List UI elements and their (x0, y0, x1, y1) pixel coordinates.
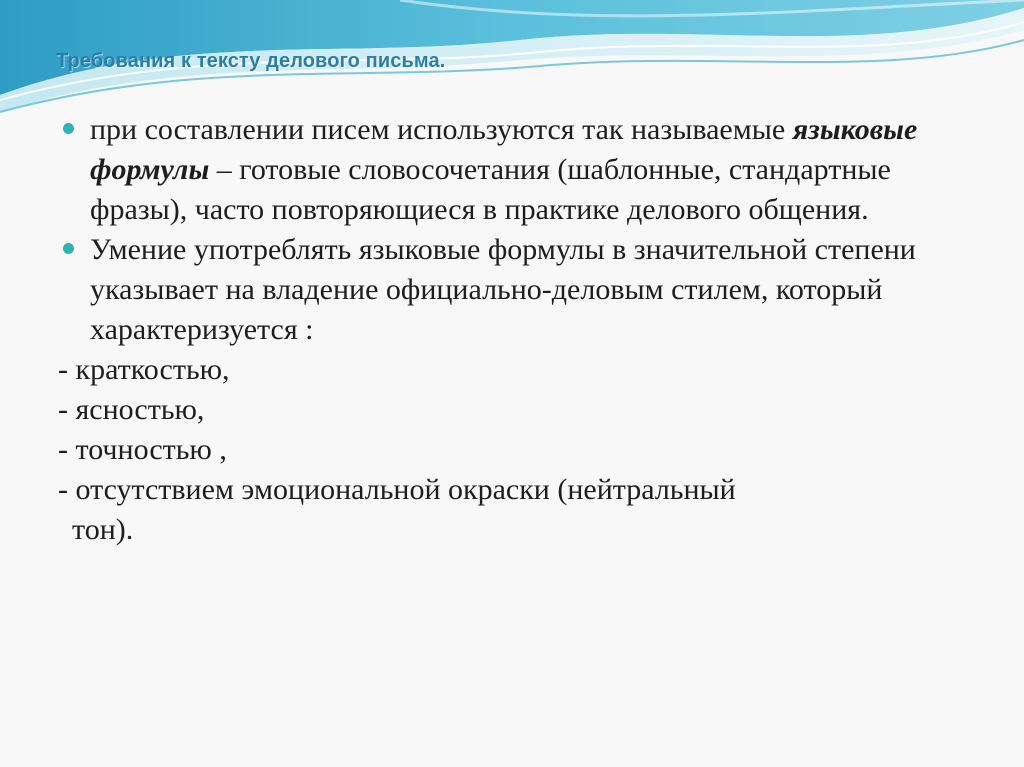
slide-content (58, 110, 958, 550)
bullet-item-1 (58, 110, 958, 230)
dash-item-2: - ясностью, (58, 393, 205, 426)
bullet-dot-icon (63, 123, 74, 134)
bullet-1-emphasis: языковые формулы (90, 113, 918, 186)
bullet-1-text-post: – готовые словосочетания (шаблонные, стандартные фразы), часто повторяющиеся в практике делового общения. (90, 153, 891, 226)
slide-title: Требования к тексту делового письма. (56, 50, 446, 72)
dash-item-3: - точностью , (58, 433, 227, 466)
dash-item-4-line-2: тон). (72, 513, 134, 546)
dash-item-4-line-1: - отсутствием эмоциональной окраски (нейтральный (58, 473, 736, 506)
bullet-1-text-pre: при составлении писем используются так называемые (90, 113, 793, 146)
dash-item-4 (58, 470, 958, 550)
dash-item-1: - краткостью, (58, 353, 230, 386)
bullet-2-text: Умение употреблять языковые формулы в значительной степени указывает на владение официально-деловым стилем, который характеризуется : (90, 233, 916, 346)
bullet-dot-icon (63, 243, 74, 254)
bullet-item-2 (58, 230, 958, 350)
